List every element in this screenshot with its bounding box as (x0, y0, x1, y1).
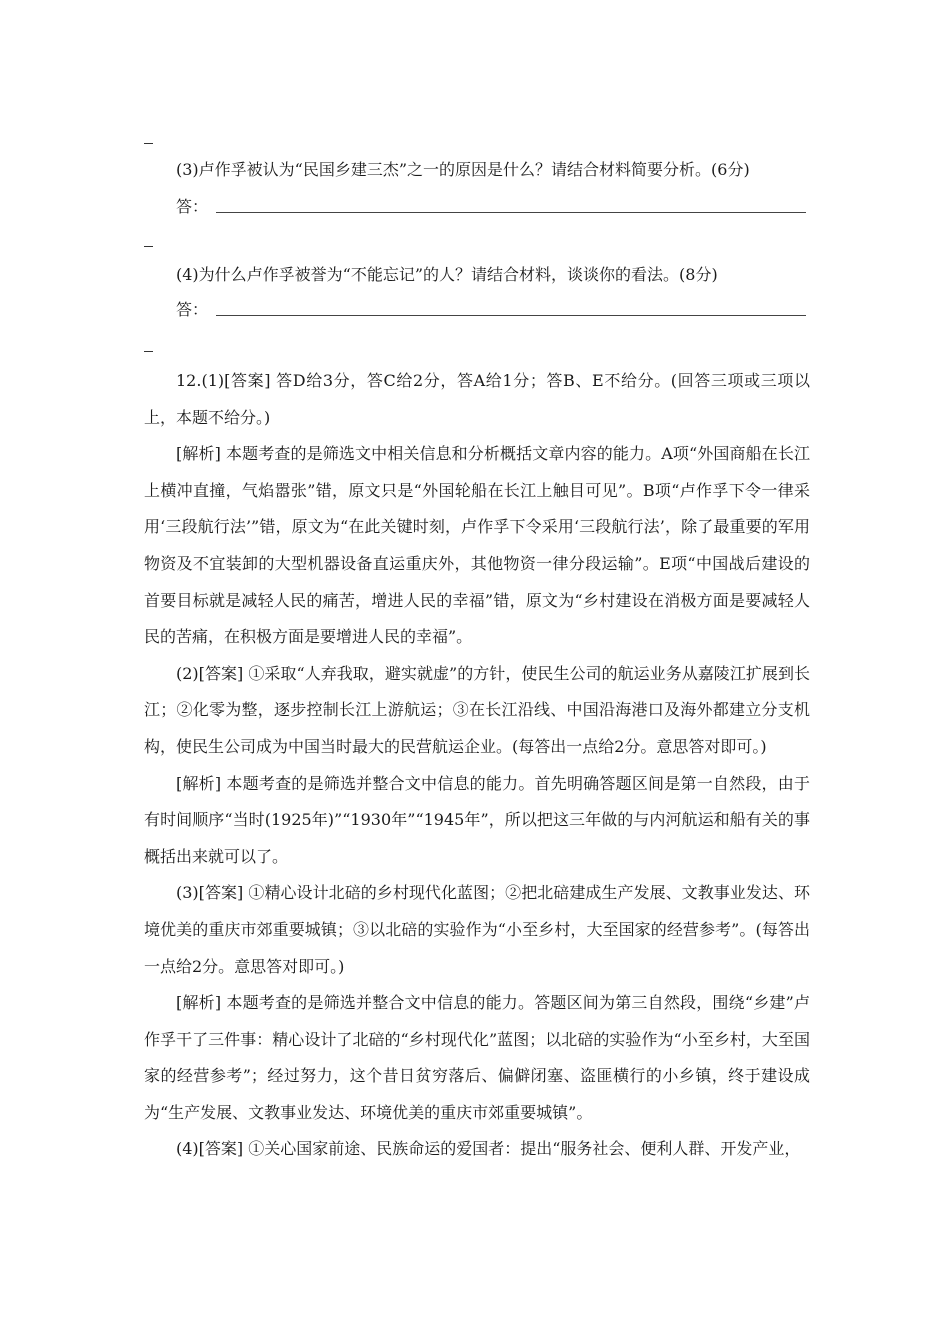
answer-explanation-body (144, 363, 810, 1168)
answer-line (216, 212, 806, 213)
answer-1: 12.(1)[答案] 答D给3分，答C给2分，答A给1分；答B、E不给分。(回答三项或三项以上，本题不给分。) (144, 371, 810, 427)
question-3: (3)卢作孚被认为“民国乡建三杰”之一的原因是什么？请结合材料简要分析。(6分) (176, 160, 750, 179)
answer-label: 答： (176, 300, 209, 319)
dash-mark (144, 246, 153, 247)
answer-row-3 (176, 196, 208, 218)
answer-4: (4)[答案] ①关心国家前途、民族命运的爱国者：提出“服务社会、便利人群、开发产业， (176, 1139, 801, 1159)
dash-mark (144, 143, 153, 144)
question-4: (4)为什么卢作孚被誉为“不能忘记”的人？请结合材料，谈谈你的看法。(8分) (176, 265, 718, 284)
answer-row-4 (176, 299, 208, 321)
analysis-3: [解析] 本题考查的是筛选并整合文中信息的能力。答题区间为第三自然段，围绕“乡建”卢作孚干了三件事：精心设计了北碚的“乡村现代化”蓝图；以北碚的实验作为“小至乡村，大至国家的经营参考”；经过努力，这个昔日贫穷落后、偏僻闭塞、盗匪横行的小乡镇，终于建设成为“生产发展、文教事业发达、环境优美的重庆市郊重要城镇”。 (144, 993, 810, 1122)
answer-3: (3)[答案] ①精心设计北碚的乡村现代化蓝图；②把北碚建成生产发展、文教事业发达、环境优美的重庆市郊重要城镇；③以北碚的实验作为“小至乡村，大至国家的经营参考”。(每答出一点给2分。意思答对即可。) (144, 883, 810, 976)
answer-line (216, 315, 806, 316)
analysis-1: [解析] 本题考查的是筛选文中相关信息和分析概括文章内容的能力。A项“外国商船在长江上横冲直撞，气焰嚣张”错，原文只是“外国轮船在长江上触目可见”。B项“卢作孚下令一律采用‘三段航行法’”错，原文为“在此关键时刻，卢作孚下令采用‘三段航行法’，除了最重要的军用物资及不宜装卸的大型机器设备直运重庆外，其他物资一律分段运输”。E项“中国战后建设的首要目标就是减轻人民的痛苦，增进人民的幸福”错，原文为“乡村建设在消极方面是要减轻人民的苦痛，在积极方面是要增进人民的幸福”。 (144, 444, 810, 647)
answer-2: (2)[答案] ①采取“人弃我取，避实就虚”的方针，使民生公司的航运业务从嘉陵江扩展到长江；②化零为整，逐步控制长江上游航运；③在长江沿线、中国沿海港口及海外都建立分支机构，使民生公司成为中国当时最大的民营航运企业。(每答出一点给2分。意思答对即可。) (144, 663, 810, 756)
dash-mark (144, 351, 153, 352)
analysis-2: [解析] 本题考查的是筛选并整合文中信息的能力。首先明确答题区间是第一自然段，由于有时间顺序“当时(1925年)”“1930年”“1945年”，所以把这三年做的与内河航运和船有关的事概括出来就可以了。 (144, 773, 810, 866)
answer-label: 答： (176, 197, 209, 216)
